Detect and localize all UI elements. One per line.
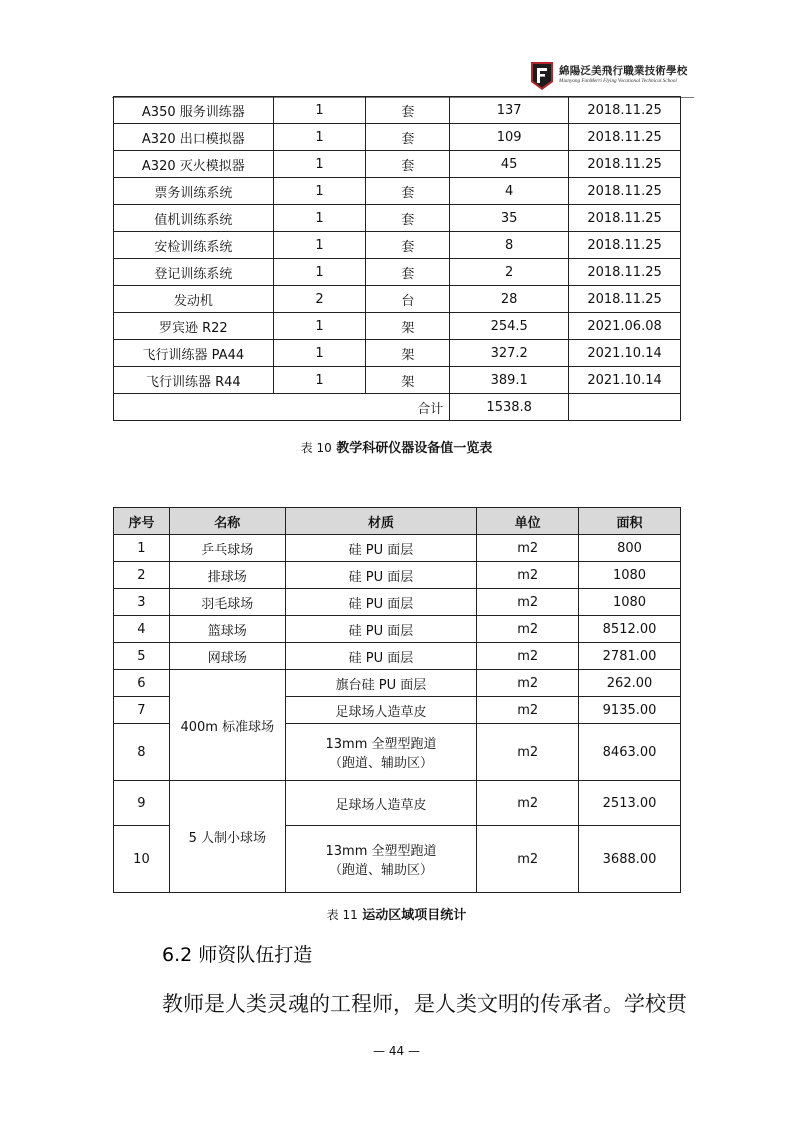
cell-unit: m2 (477, 781, 579, 826)
cell-area: 2513.00 (579, 781, 681, 826)
table-row (114, 178, 681, 205)
table-11-caption (0, 904, 793, 923)
cell-no: 9 (114, 781, 170, 826)
column-header: 序号 (114, 508, 170, 535)
cell-no: 7 (114, 697, 170, 724)
cell-area: 8512.00 (579, 616, 681, 643)
cell-unit: 架 (366, 367, 450, 394)
cell-value: 109 (450, 124, 569, 151)
cell-item: 发动机 (114, 286, 274, 313)
school-name-english: Mianyang FanMerri Flying Vocational Technical School (559, 78, 677, 84)
cell-qty: 1 (273, 367, 366, 394)
cell-unit: m2 (477, 643, 579, 670)
table-row (114, 589, 681, 616)
cell-value: 137 (450, 97, 569, 124)
cell-material (285, 826, 477, 893)
total-row (114, 394, 681, 421)
cell-unit: 台 (366, 286, 450, 313)
cell-item: A320 灭火模拟器 (114, 151, 274, 178)
cell-area: 2781.00 (579, 643, 681, 670)
material-line: （跑道、辅助区） (328, 756, 433, 771)
cell-no: 6 (114, 670, 170, 697)
column-header: 单位 (477, 508, 579, 535)
cell-area: 3688.00 (579, 826, 681, 893)
cell-date: 2021.10.14 (569, 340, 681, 367)
total-label: 合计 (114, 394, 450, 421)
cell-unit: m2 (477, 724, 579, 781)
table-row (114, 670, 681, 697)
cell-unit: 套 (366, 178, 450, 205)
cell-unit: m2 (477, 616, 579, 643)
cell-unit: m2 (477, 697, 579, 724)
table-row (114, 562, 681, 589)
cell-area: 262.00 (579, 670, 681, 697)
cell-date: 2018.11.25 (569, 286, 681, 313)
cell-material: 足球场人造草皮 (285, 781, 477, 826)
cell-unit: m2 (477, 670, 579, 697)
cell-material: 硅 PU 面层 (285, 589, 477, 616)
table-row (114, 232, 681, 259)
cell-no: 8 (114, 724, 170, 781)
cell-date: 2018.11.25 (569, 151, 681, 178)
cell-qty: 1 (273, 205, 366, 232)
cell-item: 安检训练系统 (114, 232, 274, 259)
table-row (114, 286, 681, 313)
cell-date: 2018.11.25 (569, 232, 681, 259)
cell-item: 罗宾逊 R22 (114, 313, 274, 340)
sports-area-table (113, 507, 681, 893)
cell-material: 硅 PU 面层 (285, 562, 477, 589)
cell-material: 硅 PU 面层 (285, 616, 477, 643)
cell-name: 网球场 (169, 643, 285, 670)
table-row (114, 781, 681, 826)
page-number: — 44 — (373, 1044, 420, 1058)
table-row (114, 535, 681, 562)
cell-area: 800 (579, 535, 681, 562)
cell-item: 飞行训练器 PA44 (114, 340, 274, 367)
total-empty (569, 394, 681, 421)
material-line: （跑道、辅助区） (328, 863, 433, 878)
cell-name: 羽毛球场 (169, 589, 285, 616)
school-name: 綿陽泛美飛行職業技術學校 (559, 65, 688, 77)
column-header: 面积 (579, 508, 681, 535)
cell-unit: m2 (477, 535, 579, 562)
cell-date: 2021.10.14 (569, 367, 681, 394)
equipment-value-table (113, 96, 681, 421)
table-row (114, 259, 681, 286)
column-header: 名称 (169, 508, 285, 535)
table-row (114, 313, 681, 340)
cell-name-merged: 400m 标准球场 (169, 670, 285, 781)
cell-qty: 1 (273, 178, 366, 205)
table-row (114, 643, 681, 670)
cell-no: 10 (114, 826, 170, 893)
table-row (114, 367, 681, 394)
cell-material: 硅 PU 面层 (285, 643, 477, 670)
table-row (114, 151, 681, 178)
cell-name: 排球场 (169, 562, 285, 589)
cell-unit: 套 (366, 205, 450, 232)
caption-prefix: 表 10 (300, 441, 332, 455)
cell-value: 389.1 (450, 367, 569, 394)
cell-qty: 1 (273, 124, 366, 151)
cell-unit: 套 (366, 232, 450, 259)
section-heading: 6.2 师资队伍打造 (162, 944, 313, 966)
school-logo-header (528, 60, 694, 94)
table-row (114, 616, 681, 643)
table-10-caption (0, 437, 793, 456)
cell-value: 45 (450, 151, 569, 178)
cell-date: 2018.11.25 (569, 97, 681, 124)
table-header-row (114, 508, 681, 535)
cell-date: 2018.11.25 (569, 259, 681, 286)
cell-item: A350 服务训练器 (114, 97, 274, 124)
cell-unit: m2 (477, 589, 579, 616)
cell-unit: 套 (366, 97, 450, 124)
table-row (114, 205, 681, 232)
cell-name: 篮球场 (169, 616, 285, 643)
cell-item: 值机训练系统 (114, 205, 274, 232)
caption-text: 运动区域项目统计 (362, 908, 467, 923)
cell-unit: 套 (366, 151, 450, 178)
cell-area: 9135.00 (579, 697, 681, 724)
cell-unit: 套 (366, 259, 450, 286)
cell-area: 1080 (579, 589, 681, 616)
total-value: 1538.8 (450, 394, 569, 421)
cell-item: 登记训练系统 (114, 259, 274, 286)
cell-value: 254.5 (450, 313, 569, 340)
cell-qty: 1 (273, 151, 366, 178)
table-row (114, 97, 681, 124)
material-line: 13mm 全塑型跑道 (325, 737, 437, 752)
cell-material: 旗台硅 PU 面层 (285, 670, 477, 697)
cell-material: 硅 PU 面层 (285, 535, 477, 562)
cell-date: 2018.11.25 (569, 205, 681, 232)
cell-value: 35 (450, 205, 569, 232)
cell-unit: m2 (477, 562, 579, 589)
material-line: 13mm 全塑型跑道 (325, 844, 437, 859)
cell-no: 4 (114, 616, 170, 643)
cell-unit: 架 (366, 313, 450, 340)
cell-qty: 1 (273, 97, 366, 124)
cell-date: 2021.06.08 (569, 313, 681, 340)
cell-qty: 1 (273, 313, 366, 340)
cell-area: 1080 (579, 562, 681, 589)
cell-name-merged: 5 人制小球场 (169, 781, 285, 893)
cell-unit: 套 (366, 124, 450, 151)
cell-value: 2 (450, 259, 569, 286)
cell-no: 2 (114, 562, 170, 589)
cell-item: 票务训练系统 (114, 178, 274, 205)
cell-qty: 1 (273, 340, 366, 367)
cell-area: 8463.00 (579, 724, 681, 781)
column-header: 材质 (285, 508, 477, 535)
cell-qty: 1 (273, 232, 366, 259)
cell-value: 28 (450, 286, 569, 313)
cell-value: 327.2 (450, 340, 569, 367)
cell-value: 4 (450, 178, 569, 205)
cell-material (285, 724, 477, 781)
cell-qty: 1 (273, 259, 366, 286)
cell-name: 乒乓球场 (169, 535, 285, 562)
cell-unit: 架 (366, 340, 450, 367)
school-emblem-icon (528, 60, 556, 92)
cell-qty: 2 (273, 286, 366, 313)
cell-item: 飞行训练器 R44 (114, 367, 274, 394)
caption-text: 教学科研仪器设备值一览表 (336, 441, 493, 456)
cell-value: 8 (450, 232, 569, 259)
cell-item: A320 出口模拟器 (114, 124, 274, 151)
caption-prefix: 表 11 (326, 908, 358, 922)
body-paragraph: 教师是人类灵魂的工程师，是人类文明的传承者。学校贯 (162, 992, 687, 1016)
cell-material: 足球场人造草皮 (285, 697, 477, 724)
cell-date: 2018.11.25 (569, 124, 681, 151)
cell-no: 1 (114, 535, 170, 562)
cell-date: 2018.11.25 (569, 178, 681, 205)
cell-no: 3 (114, 589, 170, 616)
cell-no: 5 (114, 643, 170, 670)
cell-unit: m2 (477, 826, 579, 893)
table-row (114, 124, 681, 151)
table-row (114, 340, 681, 367)
